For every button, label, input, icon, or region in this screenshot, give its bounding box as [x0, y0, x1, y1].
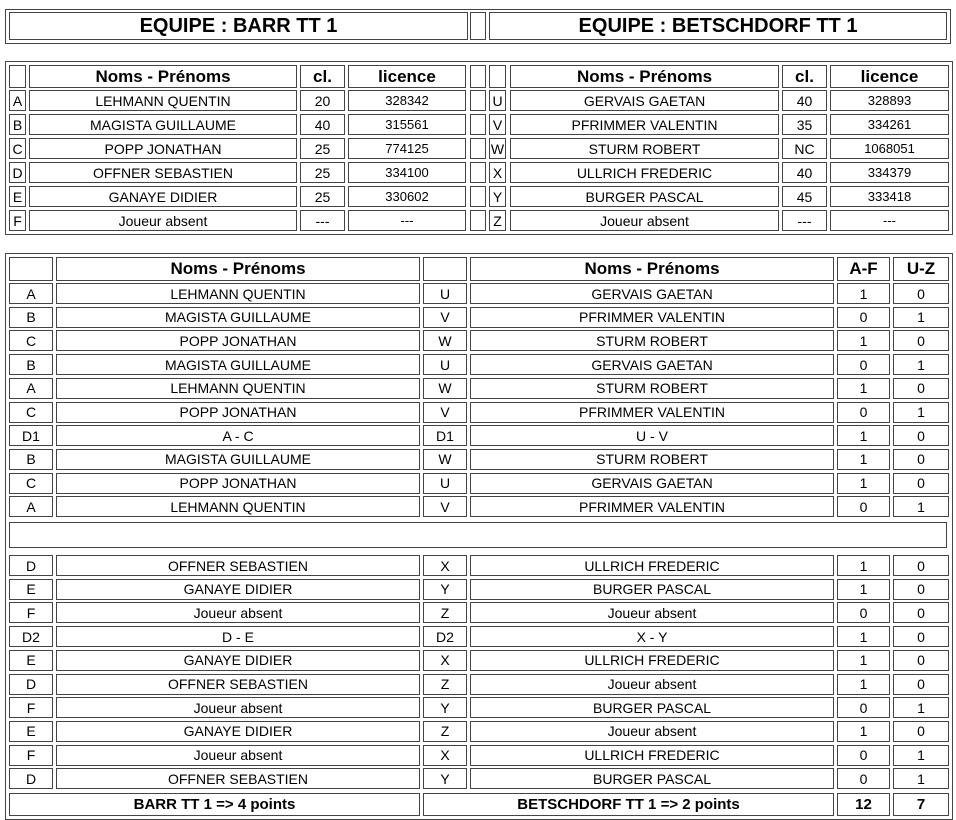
roster-home-letter: F [9, 210, 26, 231]
home-team-header: EQUIPE : BARR TT 1 [9, 12, 468, 40]
match-uz-score: 1 [893, 768, 949, 789]
match-away-name: X - Y [470, 626, 834, 647]
roster-home-letter: B [9, 114, 26, 135]
roster-away-licence-head: licence [830, 65, 949, 88]
roster-away-name: PFRIMMER VALENTIN [510, 114, 779, 135]
match-home-letter: F [9, 602, 53, 623]
match-away-letter: V [423, 307, 467, 328]
match-away-letter: W [423, 449, 467, 470]
roster-home-letter: C [9, 138, 26, 159]
roster-away-letter: Y [489, 186, 506, 207]
roster-spacer [470, 90, 486, 111]
match-uz-score: 0 [893, 721, 949, 742]
match-af-score: 1 [837, 378, 890, 399]
match-home-name: Joueur absent [56, 602, 420, 623]
match-af-score: 1 [837, 626, 890, 647]
roster-away-letter-head [489, 65, 506, 88]
match-away-name: BURGER PASCAL [470, 697, 834, 718]
match-away-letter: Z [423, 602, 467, 623]
roster-away-class: 40 [782, 90, 827, 111]
match-away-name: PFRIMMER VALENTIN [470, 496, 834, 517]
roster-home-class: --- [300, 210, 345, 231]
match-away-name: BURGER PASCAL [470, 768, 834, 789]
match-uz-score: 0 [893, 473, 949, 494]
match-away-name: Joueur absent [470, 602, 834, 623]
roster-away-letter: Z [489, 210, 506, 231]
match-away-name: GERVAIS GAETAN [470, 283, 834, 304]
roster-spacer-head [470, 65, 486, 88]
match-uz-score: 0 [893, 674, 949, 695]
roster-home-class-head: cl. [300, 65, 345, 88]
roster-away-name: STURM ROBERT [510, 138, 779, 159]
match-uz-score: 0 [893, 579, 949, 600]
match-away-letter: Z [423, 674, 467, 695]
match-uz-score: 0 [893, 650, 949, 671]
match-home-name: OFFNER SEBASTIEN [56, 674, 420, 695]
roster-away-class: 40 [782, 162, 827, 183]
roster-away-licence: 328893 [830, 90, 949, 111]
matches-away-letter-head [423, 257, 467, 281]
match-away-name: STURM ROBERT [470, 378, 834, 399]
match-away-letter: X [423, 555, 467, 576]
match-uz-score: 1 [893, 402, 949, 423]
match-home-name: D - E [56, 626, 420, 647]
roster-home-licence-head: licence [348, 65, 466, 88]
match-af-score: 0 [837, 354, 890, 375]
match-af-score: 1 [837, 579, 890, 600]
match-af-score: 1 [837, 555, 890, 576]
roster-home-name: Joueur absent [29, 210, 297, 231]
match-uz-score: 0 [893, 555, 949, 576]
match-home-name: MAGISTA GUILLAUME [56, 354, 420, 375]
roster-away-class: NC [782, 138, 827, 159]
roster-away-letter: V [489, 114, 506, 135]
match-home-name: LEHMANN QUENTIN [56, 378, 420, 399]
roster-spacer [470, 138, 486, 159]
roster-home-name: POPP JONATHAN [29, 138, 297, 159]
match-home-letter: A [9, 378, 53, 399]
match-home-name: MAGISTA GUILLAUME [56, 307, 420, 328]
match-af-score: 1 [837, 330, 890, 351]
match-af-score: 1 [837, 425, 890, 446]
match-home-name: GANAYE DIDIER [56, 650, 420, 671]
roster-away-letter: X [489, 162, 506, 183]
match-af-score: 1 [837, 674, 890, 695]
match-home-name: OFFNER SEBASTIEN [56, 555, 420, 576]
match-home-name: POPP JONATHAN [56, 473, 420, 494]
match-home-name: A - C [56, 425, 420, 446]
match-away-name: ULLRICH FREDERIC [470, 745, 834, 766]
roster-spacer [470, 162, 486, 183]
match-af-score: 0 [837, 496, 890, 517]
match-away-letter: W [423, 330, 467, 351]
match-home-letter: A [9, 283, 53, 304]
roster-away-licence: 1068051 [830, 138, 949, 159]
match-home-letter: A [9, 496, 53, 517]
matches-separator [9, 522, 947, 548]
match-af-score: 0 [837, 697, 890, 718]
match-uz-score: 0 [893, 626, 949, 647]
roster-home-class: 25 [300, 186, 345, 207]
match-away-letter: U [423, 354, 467, 375]
match-away-letter: U [423, 473, 467, 494]
roster-away-class: 45 [782, 186, 827, 207]
match-uz-score: 1 [893, 745, 949, 766]
match-away-name: STURM ROBERT [470, 330, 834, 351]
match-home-letter: F [9, 745, 53, 766]
roster-spacer [470, 210, 486, 231]
match-uz-score: 0 [893, 425, 949, 446]
match-away-name: BURGER PASCAL [470, 579, 834, 600]
match-af-score: 1 [837, 283, 890, 304]
match-home-letter: D [9, 674, 53, 695]
match-away-letter: V [423, 496, 467, 517]
roster-home-licence: 330602 [348, 186, 466, 207]
away-team-header: EQUIPE : BETSCHDORF TT 1 [489, 12, 947, 40]
af-total: 12 [837, 793, 890, 816]
match-away-name: Joueur absent [470, 674, 834, 695]
roster-spacer [470, 186, 486, 207]
matches-af-head: A-F [837, 257, 890, 281]
roster-home-licence: 328342 [348, 90, 466, 111]
match-home-name: Joueur absent [56, 697, 420, 718]
match-home-letter: D [9, 768, 53, 789]
match-home-name: LEHMANN QUENTIN [56, 283, 420, 304]
match-af-score: 0 [837, 402, 890, 423]
match-home-name: LEHMANN QUENTIN [56, 496, 420, 517]
matches-away-name-head: Noms - Prénoms [470, 257, 834, 281]
match-home-name: POPP JONATHAN [56, 402, 420, 423]
roster-away-name: BURGER PASCAL [510, 186, 779, 207]
match-away-name: GERVAIS GAETAN [470, 354, 834, 375]
match-away-letter: U [423, 283, 467, 304]
match-af-score: 1 [837, 449, 890, 470]
match-away-letter: Y [423, 579, 467, 600]
roster-away-name: ULLRICH FREDERIC [510, 162, 779, 183]
roster-home-licence: 774125 [348, 138, 466, 159]
roster-away-letter: U [489, 90, 506, 111]
match-home-letter: D1 [9, 425, 53, 446]
match-away-name: GERVAIS GAETAN [470, 473, 834, 494]
match-away-letter: X [423, 745, 467, 766]
match-home-name: MAGISTA GUILLAUME [56, 449, 420, 470]
match-uz-score: 0 [893, 378, 949, 399]
roster-home-name: LEHMANN QUENTIN [29, 90, 297, 111]
match-af-score: 1 [837, 473, 890, 494]
roster-away-name-head: Noms - Prénoms [510, 65, 779, 88]
match-away-name: Joueur absent [470, 721, 834, 742]
matches-home-name-head: Noms - Prénoms [56, 257, 420, 281]
match-away-name: PFRIMMER VALENTIN [470, 402, 834, 423]
match-home-letter: C [9, 330, 53, 351]
match-home-letter: D2 [9, 626, 53, 647]
match-away-name: PFRIMMER VALENTIN [470, 307, 834, 328]
roster-home-letter: D [9, 162, 26, 183]
match-home-letter: F [9, 697, 53, 718]
roster-home-name: MAGISTA GUILLAUME [29, 114, 297, 135]
match-uz-score: 1 [893, 697, 949, 718]
match-away-letter: Y [423, 768, 467, 789]
match-away-name: ULLRICH FREDERIC [470, 650, 834, 671]
match-home-letter: B [9, 307, 53, 328]
roster-away-name: GERVAIS GAETAN [510, 90, 779, 111]
roster-home-letter-head [9, 65, 26, 88]
roster-away-licence: 334261 [830, 114, 949, 135]
match-af-score: 0 [837, 307, 890, 328]
match-home-letter: C [9, 402, 53, 423]
match-uz-score: 0 [893, 330, 949, 351]
match-uz-score: 1 [893, 496, 949, 517]
roster-away-licence: 334379 [830, 162, 949, 183]
match-af-score: 0 [837, 768, 890, 789]
match-af-score: 1 [837, 650, 890, 671]
roster-home-licence: 334100 [348, 162, 466, 183]
match-home-name: OFFNER SEBASTIEN [56, 768, 420, 789]
match-away-letter: D2 [423, 626, 467, 647]
match-away-letter: V [423, 402, 467, 423]
match-uz-score: 1 [893, 354, 949, 375]
match-af-score: 0 [837, 602, 890, 623]
roster-home-class: 25 [300, 162, 345, 183]
matches-home-letter-head [9, 257, 53, 281]
match-home-letter: B [9, 449, 53, 470]
roster-away-class: 35 [782, 114, 827, 135]
roster-home-name: GANAYE DIDIER [29, 186, 297, 207]
roster-home-licence: --- [348, 210, 466, 231]
match-away-name: ULLRICH FREDERIC [470, 555, 834, 576]
home-result: BARR TT 1 => 4 points [9, 793, 420, 816]
match-away-name: U - V [470, 425, 834, 446]
roster-away-class-head: cl. [782, 65, 827, 88]
match-home-letter: B [9, 354, 53, 375]
match-af-score: 1 [837, 721, 890, 742]
roster-home-name: OFFNER SEBASTIEN [29, 162, 297, 183]
match-home-name: GANAYE DIDIER [56, 579, 420, 600]
away-result: BETSCHDORF TT 1 => 2 points [423, 793, 834, 816]
match-home-letter: E [9, 579, 53, 600]
matches-uz-head: U-Z [893, 257, 949, 281]
match-home-letter: D [9, 555, 53, 576]
match-uz-score: 0 [893, 449, 949, 470]
roster-home-licence: 315561 [348, 114, 466, 135]
roster-home-letter: A [9, 90, 26, 111]
roster-away-licence: --- [830, 210, 949, 231]
roster-away-class: --- [782, 210, 827, 231]
match-away-letter: Y [423, 697, 467, 718]
match-uz-score: 1 [893, 307, 949, 328]
match-home-name: GANAYE DIDIER [56, 721, 420, 742]
roster-away-licence: 333418 [830, 186, 949, 207]
roster-home-class: 20 [300, 90, 345, 111]
match-away-letter: W [423, 378, 467, 399]
match-home-letter: E [9, 721, 53, 742]
roster-home-letter: E [9, 186, 26, 207]
match-away-letter: X [423, 650, 467, 671]
match-away-name: STURM ROBERT [470, 449, 834, 470]
match-home-name: POPP JONATHAN [56, 330, 420, 351]
match-uz-score: 0 [893, 283, 949, 304]
roster-away-name: Joueur absent [510, 210, 779, 231]
roster-away-letter: W [489, 138, 506, 159]
roster-home-class: 25 [300, 138, 345, 159]
match-home-letter: C [9, 473, 53, 494]
roster-spacer [470, 114, 486, 135]
match-away-letter: Z [423, 721, 467, 742]
match-home-letter: E [9, 650, 53, 671]
uz-total: 7 [893, 793, 949, 816]
match-uz-score: 0 [893, 602, 949, 623]
roster-home-class: 40 [300, 114, 345, 135]
header-spacer [470, 12, 486, 40]
match-home-name: Joueur absent [56, 745, 420, 766]
match-af-score: 0 [837, 745, 890, 766]
roster-home-name-head: Noms - Prénoms [29, 65, 297, 88]
match-away-letter: D1 [423, 425, 467, 446]
